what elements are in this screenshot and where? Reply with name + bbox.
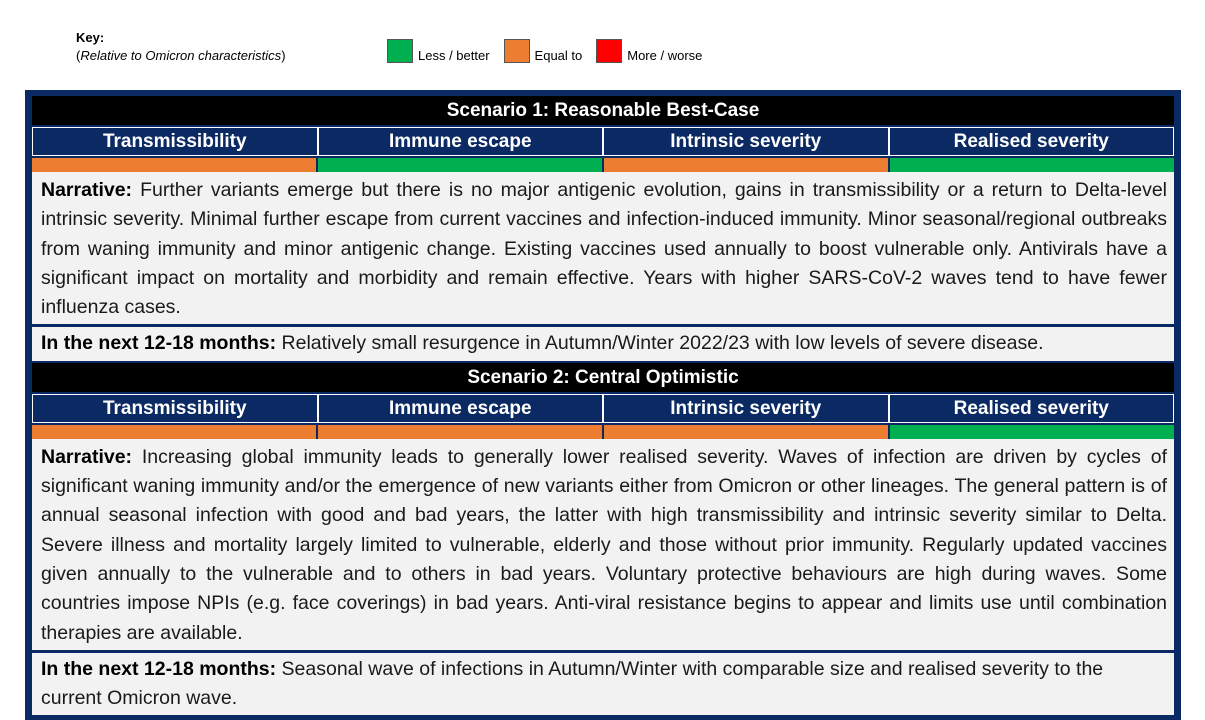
next-months-text: Relatively small resurgence in Autumn/Winter 2022/23 with low levels of severe disease. [281,332,1044,355]
rating-bar [318,425,602,439]
column-header-realised-severity: Realised severity [889,394,1175,423]
next-months [32,653,1174,716]
next-months-label: In the next 12-18 months: [41,657,277,680]
column-header-intrinsic-severity: Intrinsic severity [603,127,889,156]
column-header-realised-severity: Realised severity [889,127,1175,156]
legend-label: Less / better [418,48,490,63]
legend [387,38,716,63]
key-title: Key: [76,30,105,45]
legend-swatch-red [596,39,622,63]
column-header-transmissibility: Transmissibility [32,394,318,423]
column-header-row [32,394,1174,423]
narrative [32,172,1174,324]
legend-label: Equal to [534,48,583,63]
column-header-row [32,127,1174,156]
narrative [32,439,1174,650]
legend-swatch-green [387,39,413,63]
legend-swatch-orange [504,39,530,63]
column-header-immune-escape: Immune escape [318,127,604,156]
rating-bar [32,425,316,439]
narrative-label: Narrative: [41,179,133,201]
legend-item-equal [504,38,583,63]
column-header-transmissibility: Transmissibility [32,127,318,156]
rating-bar-row [32,425,1174,439]
rating-bar [890,158,1174,172]
legend-item-more [596,38,702,63]
narrative-text: Further variants emerge but there is no major antigenic evolution, gains in transmissibility or a return to Delta-level intrinsic severity. Minimal further escape from current vaccines and infection-induced immunity. Minor seasonal/regional outbreaks from waning immunity and minor antigenic change. Existing vaccines used annually to boost vulnerable only. Antivirals have a significant impact on mortality and morbidity and remain effective. Years with higher SARS-CoV-2 waves tend to have fewer influenza cases. [41,179,1168,319]
rating-bar [604,425,888,439]
scenario-table [25,90,1181,720]
rating-bar [604,158,888,172]
narrative-label: Narrative: [41,445,133,468]
rating-bar [32,158,316,172]
rating-bar [890,425,1174,439]
next-months [32,327,1174,360]
rating-bar [318,158,602,172]
key-subtitle: (Relative to Omicron characteristics) [76,48,286,63]
column-header-immune-escape: Immune escape [318,394,604,423]
next-months-label: In the next 12-18 months: [41,332,277,355]
narrative-text: Increasing global immunity leads to generally lower realised severity. Waves of infection are driven by cycles of significant waning immunity and/or the emergence of new variants either from Omicron or other lineages. The general pattern is of annual seasonal infection with good and bad years, the latter with high transmissibility and intrinsic severity similar to Delta. Severe illness and mortality largely limited to vulnerable, elderly and those without prior immunity. Regularly updated vaccines given annually to the vulnerable and to others in bad years. Voluntary protective behaviours are high during waves. Some countries impose NPIs (e.g. face coverings) in bad years. Anti-viral resistance begins to appear and limits use until combination therapies are available. [41,445,1167,644]
legend-label: More / worse [627,48,703,63]
scenario-title: Scenario 1: Reasonable Best-Case [32,96,1174,125]
key [76,29,286,65]
column-header-intrinsic-severity: Intrinsic severity [603,394,889,423]
next-months-text: Seasonal wave of infections in Autumn/Winter with comparable size and realised severity to the current Omicron wave. [41,657,1104,710]
scenario-title: Scenario 2: Central Optimistic [32,363,1174,392]
rating-bar-row [32,158,1174,172]
legend-item-less [387,38,490,63]
